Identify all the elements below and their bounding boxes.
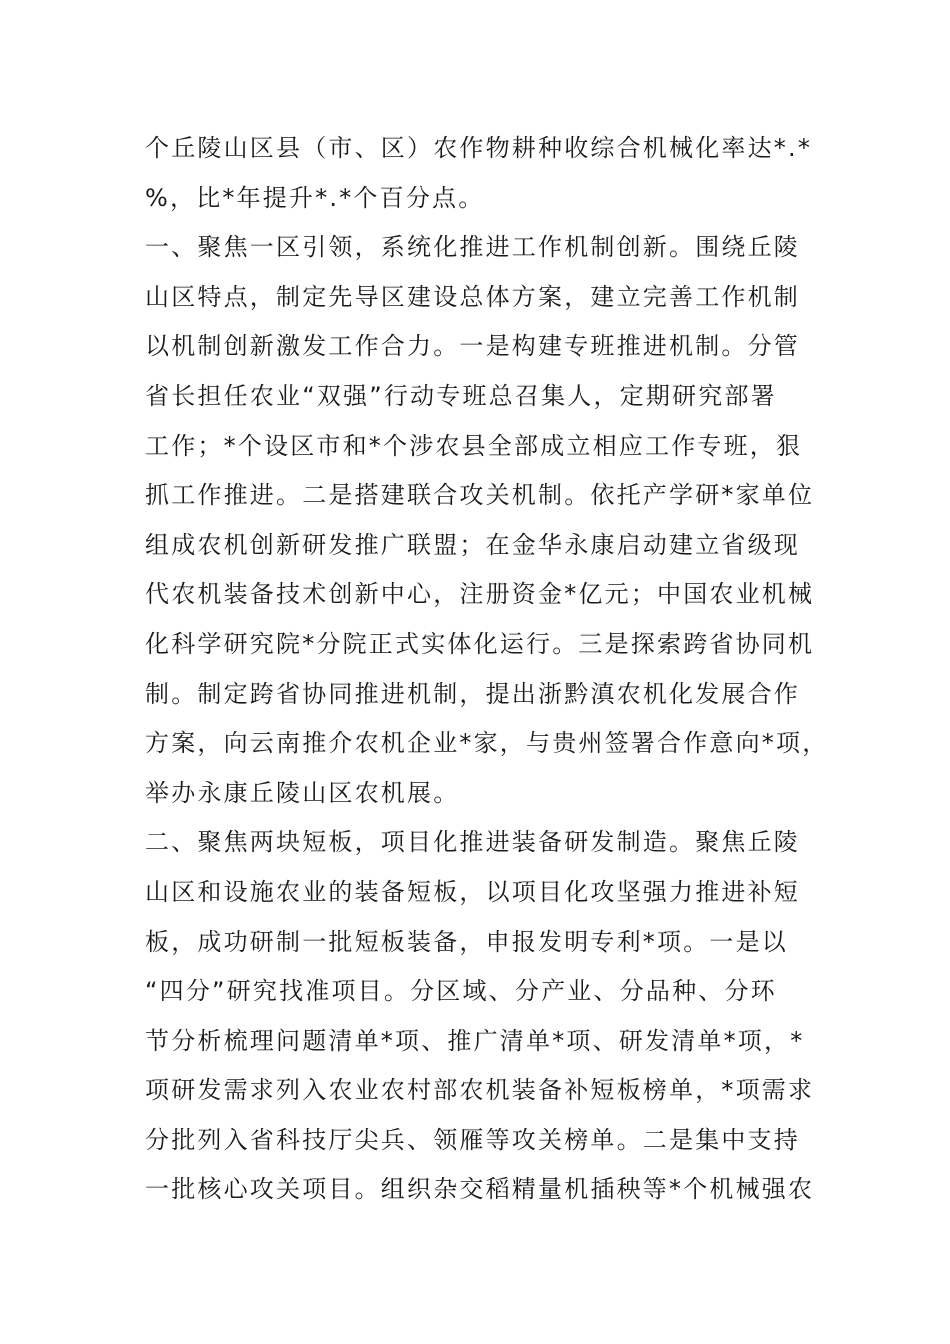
text-line: 项研发需求列入农业农村部农机装备补短板榜单，*项需求 <box>145 1076 815 1105</box>
text-line: 代农机装备技术创新中心，注册资金*亿元；中国农业机械 <box>145 580 815 609</box>
text-line: 个丘陵山区县（市、区）农作物耕种收综合机械化率达*.* <box>145 134 813 162</box>
text-line: 以机制创新激发工作合力。一是构建专班推进机制。分管 <box>145 332 800 361</box>
text-line: 制。制定跨省协同推进机制，提出浙黔滇农机化发展合作 <box>145 679 800 708</box>
text-line: 抓工作推进。二是搭建联合攻关机制。依托产学研*家单位 <box>145 481 815 510</box>
text-line: 省长担任农业“双强”行动专班总召集人，定期研究部署 <box>145 381 777 410</box>
text-line: 一批核心攻关项目。组织杂交稻精量机插秧等*个机械强农 <box>145 1175 815 1204</box>
text-line: 二、聚焦两块短板，项目化推进装备研发制造。聚焦丘陵 <box>145 828 800 857</box>
text-line: 节分析梳理问题清单*项、推广清单*项、研发清单*项，* <box>145 1026 805 1055</box>
text-line: 工作；*个设区市和*个涉农县全部成立相应工作专班，狠 <box>145 431 803 460</box>
text-line: %，比*年提升*.*个百分点。 <box>145 183 485 212</box>
text-line: 组成农机创新研发推广联盟；在金华永康启动建立省级现 <box>145 530 800 559</box>
text-line: “四分”研究找准项目。分区域、分产业、分品种、分环 <box>145 977 777 1006</box>
text-line: 举办永康丘陵山区农机展。 <box>145 778 460 807</box>
text-line: 板，成功研制一批短板装备，申报发明专利*项。一是以 <box>145 927 788 956</box>
text-line: 山区和设施农业的装备短板，以项目化攻坚强力推进补短 <box>145 877 800 906</box>
text-line: 化科学研究院*分院正式实体化运行。三是探索跨省协同机 <box>145 629 815 658</box>
text-line: 山区特点，制定先导区建设总体方案，建立完善工作机制 <box>145 282 800 311</box>
text-line: 一、聚焦一区引领，系统化推进工作机制创新。围绕丘陵 <box>145 233 800 262</box>
body-text <box>145 124 835 1215</box>
text-line: 分批列入省科技厅尖兵、领雁等攻关榜单。二是集中支持 <box>145 1125 800 1154</box>
text-line: 方案，向云南推介农机企业*家，与贵州签署合作意向*项， <box>145 729 829 758</box>
